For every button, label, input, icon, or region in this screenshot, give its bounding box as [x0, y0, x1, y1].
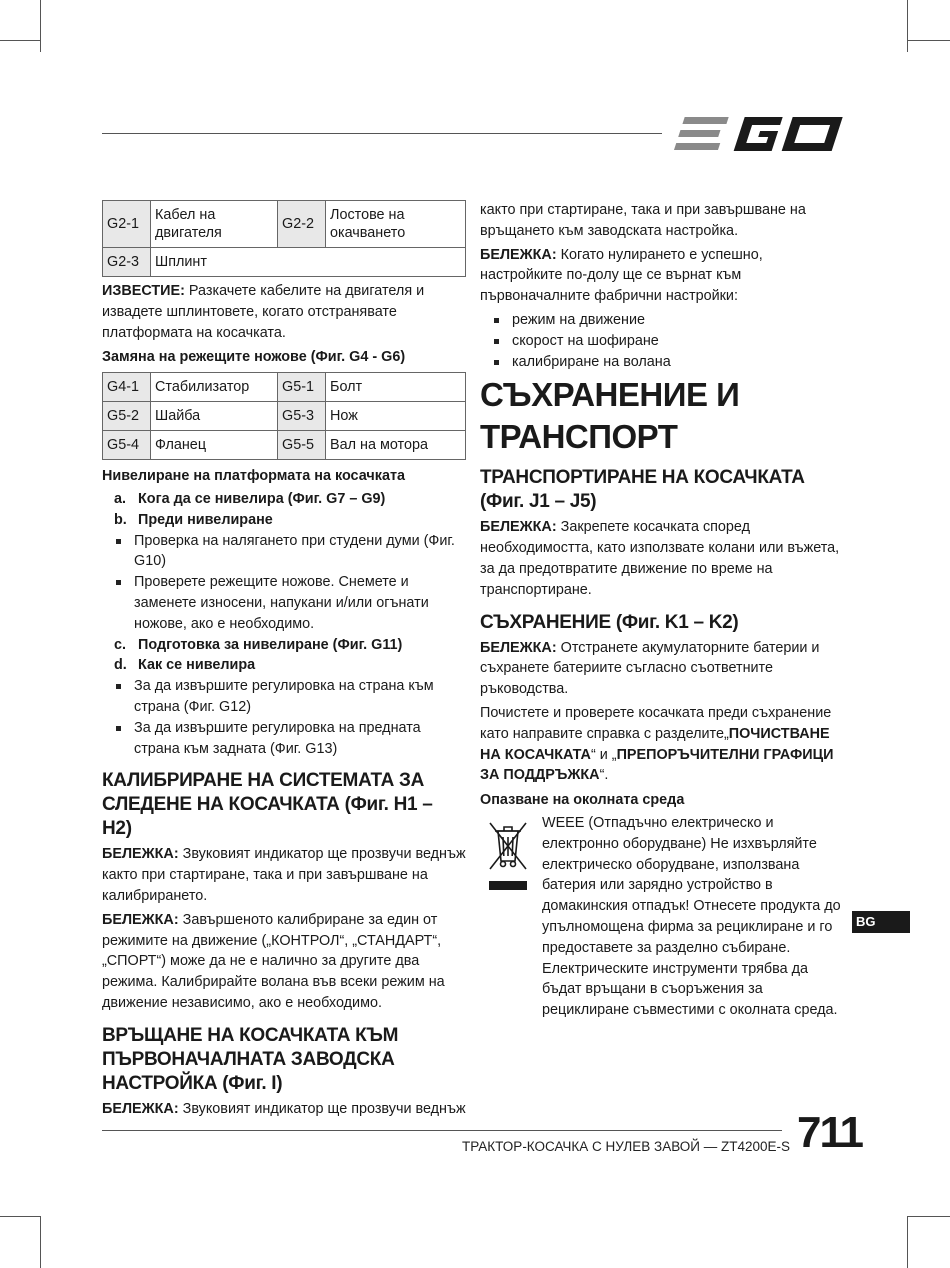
table-row: [103, 373, 466, 402]
notice-text: Разкачете кабелите на двигателя и извадете шплинтовете, когато отстранявате платформата на косачката.: [102, 283, 425, 341]
part-code: G5-5: [278, 431, 326, 460]
list-item: a. Кога да се нивелира (Фиг. G7 – G9): [114, 490, 386, 507]
crop-mark: [0, 40, 40, 41]
calibration-note-2: БЕЛЕЖКА: Завършеното калибриране за един от режимите на движение („КОНТРОЛ“, „СТАНДАРТ“, „СПОРТ“) може да не е налично за другите два режима. Калибрирайте волана във всеки режим на движение независимо, ако е необходимо.: [102, 911, 445, 1011]
table-row: [103, 248, 466, 277]
right-column: [480, 200, 842, 1021]
parts-table-g2: [102, 200, 466, 277]
list-item: c. Подготовка за нивелиране (Фиг. G11): [114, 636, 403, 653]
part-code: G2-2: [278, 201, 326, 248]
reset-heading: ВРЪЩАНЕ НА КОСАЧКАТА КЪМ ПЪРВОНАЧАЛНАТА ЗАВОДСКА НАСТРОЙКА (Фиг. I): [102, 1024, 399, 1094]
header-rule: [102, 133, 662, 134]
footer-rule: [102, 1130, 782, 1131]
storage-note: БЕЛЕЖКА: Отстранете акумулаторните батерии и съхранете батериите съгласно съответните ръководства.: [480, 639, 820, 698]
table-row: [103, 402, 466, 431]
list-item: d. Как се нивелира: [114, 657, 256, 674]
reset-note-2: БЕЛЕЖКА: Когато нулирането е успешно, настройките по-долу ще се върнат към първоначалните фабрични настройки:: [480, 246, 763, 305]
part-code: G5-1: [278, 373, 326, 402]
notice-label: ИЗВЕСТИЕ:: [102, 283, 185, 299]
list-item: калибриране на волана: [480, 352, 842, 373]
list-item: режим на движение: [480, 310, 842, 331]
crop-mark: [40, 1216, 41, 1268]
calibration-heading: КАЛИБРИРАНЕ НА СИСТЕМАТА ЗА СЛЕДЕНЕ НА КОСАЧКАТА (Фиг. H1 – H2): [102, 770, 433, 840]
leveling-heading: Нивелиране на платформата на косачката: [102, 468, 405, 485]
transport-heading: ТРАНСПОРТИРАНЕ НА КОСАЧКАТА (Фиг. J1 – J5): [480, 467, 805, 513]
bullet-list: [102, 531, 466, 635]
weee-block: [480, 813, 842, 1021]
part-code: G5-3: [278, 402, 326, 431]
part-label: Стабилизатор: [151, 373, 278, 402]
part-code: G5-4: [103, 431, 151, 460]
calibration-note-1: БЕЛЕЖКА: Звуковият индикатор ще прозвучи веднъж както при стартиране, така и при завършване на калибрирането.: [102, 846, 466, 904]
part-label: Кабел на двигателя: [151, 201, 278, 248]
crop-mark: [907, 40, 950, 41]
part-code: G5-2: [103, 402, 151, 431]
blades-heading: Замяна на режещите ножове (Фиг. G4 - G6): [102, 349, 406, 366]
left-column: [102, 200, 466, 1123]
list-item: Проверка на налягането при студени думи (Фиг. G10): [102, 531, 466, 573]
ego-logo: [672, 113, 844, 155]
footer-product-name: ТРАКТОР-КОСАЧКА С НУЛЕВ ЗАВОЙ — ZT4200E-S: [461, 1139, 790, 1154]
table-row: [103, 431, 466, 460]
cleaning-paragraph: Почистете и проверете косачката преди съхранение като направите справка с разделите„ПОЧИСТВАНЕ НА КОСАЧКАТА“ и „ПРЕПОРЪЧИТЕЛНИ ГРАФИЦИ ЗА ПОДДРЪЖКА“.: [480, 704, 834, 784]
part-label: Вал на мотора: [326, 431, 466, 460]
crop-mark: [907, 1216, 950, 1217]
bullet-list: [102, 676, 466, 759]
list-item: Проверете режещите ножове. Снемете и заменете износени, напукани и/или огънати ножове, ако е необходимо.: [102, 572, 466, 634]
storage-transport-heading: СЪХРАНЕНИЕ И ТРАНСПОРТ: [480, 376, 740, 456]
part-code: G2-3: [103, 248, 151, 277]
table-row: [103, 201, 466, 248]
bullet-list: [480, 310, 842, 372]
part-label: Болт: [326, 373, 466, 402]
list-item: За да извършите регулировка на страна към страна (Фиг. G12): [102, 676, 466, 718]
crop-mark: [907, 0, 908, 52]
list-item: скорост на шофиране: [480, 331, 842, 352]
part-code: G2-1: [103, 201, 151, 248]
crop-mark: [0, 1216, 40, 1217]
part-label: Шайба: [151, 402, 278, 431]
crossed-out-wheelie-bin-icon: [486, 817, 530, 891]
environment-heading: Опазване на околната среда: [480, 792, 685, 809]
transport-note: БЕЛЕЖКА: Закрепете косачката според необходимостта, като използвате колани или въжета, за да предотвратите движение по време на транспортиране.: [480, 519, 840, 598]
part-label: Шплинт: [151, 248, 466, 277]
part-label: Нож: [326, 402, 466, 431]
crop-mark: [907, 1216, 908, 1268]
reset-note: БЕЛЕЖКА: Звуковият индикатор ще прозвучи веднъж: [102, 1100, 466, 1117]
crop-mark: [40, 0, 41, 52]
list-item: b. Преди нивелиране: [114, 511, 273, 528]
weee-text: WEEE (Отпадъчно електрическо и електронно оборудване) Не изхвърляйте електрическо оборудване, използвана батерия или зарядно устройство в домакинския отпадък! Отнесете продукта до упълномощена фирма за рециклиране и го предоставете за разделно събиране. Електрическите инструменти трябва да бъдат връщани в съоръжения за рециклиране съвместими с околната среда.: [542, 814, 841, 1019]
reset-continued-text: както при стартиране, така и при завършване на връщането към заводската настройка.: [480, 202, 806, 239]
page-number: 711: [797, 1108, 862, 1157]
part-code: G4-1: [103, 373, 151, 402]
notice-paragraph: [102, 281, 466, 343]
parts-table-g4-g5: [102, 372, 466, 460]
list-item: За да извършите регулировка на предната страна към задната (Фиг. G13): [102, 718, 466, 760]
part-label: Лостове на окачването: [326, 201, 466, 248]
part-label: Фланец: [151, 431, 278, 460]
storage-heading: СЪХРАНЕНИЕ (Фиг. K1 – K2): [480, 611, 739, 633]
language-badge: BG: [852, 911, 910, 933]
